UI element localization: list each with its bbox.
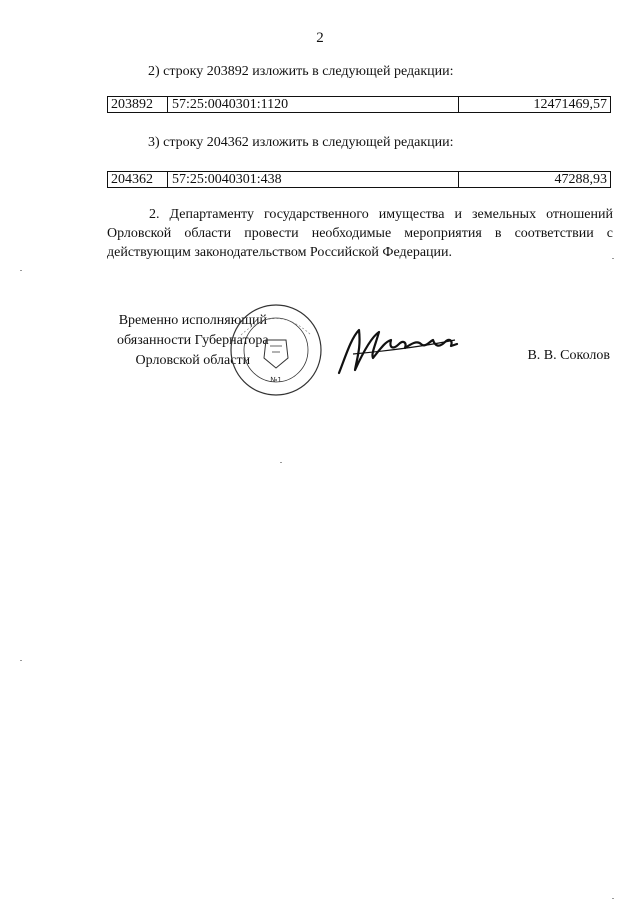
row-cadastral-number: 57:25:0040301:1120: [168, 97, 459, 112]
scan-speck: [612, 898, 614, 899]
svg-text:№1: №1: [270, 376, 282, 384]
signatory-title-line-3: Орловской области: [135, 353, 251, 368]
amendment-1-intro: 2) строку 203892 изложить в следующей редакции:: [148, 64, 454, 79]
row-value: 12471469,57: [533, 97, 607, 112]
scan-speck: [612, 258, 614, 259]
paragraph-2: [107, 205, 613, 262]
scan-speck: [280, 462, 282, 463]
page-number: 2: [316, 30, 324, 46]
paragraph-2-text: 2. Департаменту государственного имущества и земельных отношений Орловской области провести необходимые мероприятия в соответствии с действующим законодательством Российской Федерации.: [107, 207, 613, 260]
signatory-title-line-2: обязанности Губернатора: [117, 333, 269, 348]
signatory-name: В. В. Соколов: [527, 348, 610, 363]
scan-speck: [20, 270, 22, 271]
handwritten-signature: [335, 318, 475, 383]
amendment-2-intro: 3) строку 204362 изложить в следующей редакции:: [148, 135, 454, 150]
scan-speck: [20, 660, 22, 661]
row-cadastral-number: 57:25:0040301:438: [168, 172, 459, 187]
row-code: 203892: [108, 97, 168, 112]
signatory-title-line-1: Временно исполняющий: [118, 313, 267, 328]
official-seal: [226, 300, 326, 405]
row-value: 47288,93: [554, 172, 607, 187]
amendment-1-row: [107, 96, 611, 113]
row-code: 204362: [108, 172, 168, 187]
amendment-2-row: [107, 171, 611, 188]
